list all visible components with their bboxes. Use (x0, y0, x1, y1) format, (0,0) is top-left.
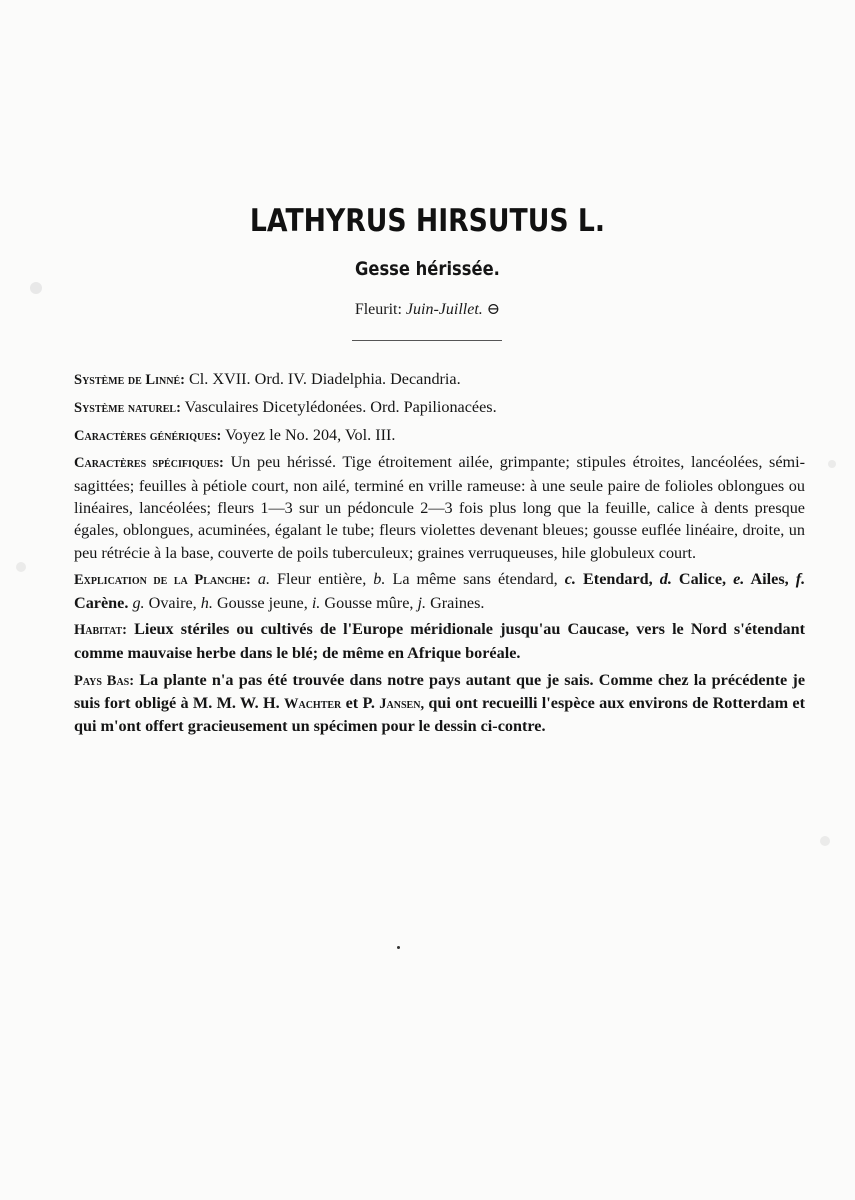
plate-item (132, 594, 196, 612)
plate-text: Graines. (430, 593, 485, 612)
section-label: Caractères spécifiques: (74, 455, 224, 472)
plate-text: Fleur entière, (277, 570, 367, 589)
section-label: Système naturel: (74, 399, 181, 416)
section-text: Un peu hérissé. Tige étroitement ailée, grimpante; stipules étroites, lancéolées, sémi-sagittées; feuilles à pétiole court, non ailé, terminé en vrille rameuse: à une seule paire de folioles oblongues ou linéaires, lancéolées; fleurs 1—3 sur un pédoncule 2—3 fois plus long que la feuille, calice à dents presque égales, oblongues, acuminées, égalant le tube; fleurs violettes devenant bleues; gousse euflée linéaire, droite, un peu rétrécie à la base, couverte de poils tuberculeux; graines verruqueuses, hile globuleux court. (74, 453, 806, 562)
plate-letter: i. (311, 593, 321, 612)
section-text: Lieux stériles ou cultivés de l'Europe méridionale jusqu'au Caucase, vers le Nord s'étendant comme mauvaise herbe dans le blé; de même en Afrique boréale. (74, 620, 805, 662)
plate-text: Calice, (678, 570, 727, 589)
plate-letter: f. (795, 570, 806, 589)
person-name: Jansen, (379, 695, 425, 712)
plate-letter: j. (417, 593, 427, 612)
plate-item (312, 594, 414, 612)
section-label: Habitat: (74, 622, 127, 639)
description-body (74, 368, 805, 742)
plate-item (565, 570, 653, 588)
plate-text: Ovaire, (148, 593, 197, 612)
plate-text: Carène. (74, 593, 129, 612)
plate-letter: a. (257, 570, 270, 589)
section-label: Système de Linné: (74, 372, 185, 388)
section-generiques (74, 424, 805, 447)
person-name: Wachter (283, 695, 342, 712)
plate-letter: e. (733, 570, 745, 589)
scan-speck (30, 282, 42, 294)
scan-speck (820, 836, 830, 846)
plate-text: Ailes, (750, 570, 789, 589)
section-linne (74, 368, 805, 391)
section-label: Explication de la Planche: (74, 572, 251, 589)
plate-letter: d. (659, 570, 672, 589)
bloom-period: Juin-Juillet. (405, 301, 483, 318)
bloom-symbol: ⊖ (486, 301, 501, 318)
plate-item (417, 594, 484, 612)
plate-letter: c. (564, 570, 576, 589)
section-pays-bas (74, 669, 805, 738)
section-habitat (74, 618, 805, 664)
plate-item (660, 570, 726, 588)
bloom-label: Fleurit: (354, 301, 402, 318)
page-subtitle: Gesse hérissée. (354, 258, 500, 280)
section-text: Vasculaires Dicetylédonées. Ord. Papilionacées. (184, 397, 497, 416)
plate-text: Gousse mûre, (324, 593, 414, 612)
section-explication (74, 568, 805, 614)
plate-item (733, 570, 789, 588)
scan-speck (397, 946, 400, 949)
section-text: et P. (345, 693, 375, 712)
section-text: La plante n'a pas été trouvée dans notre pays autant que je sais. Comme chez la précédente je suis fort obligé à M. M. W. H. (74, 670, 805, 712)
section-label: Caractères génériques: (74, 427, 222, 444)
bloom-line (0, 299, 855, 319)
plate-item (201, 594, 308, 612)
plate-letter: h. (200, 593, 213, 612)
plate-text: Etendard, (583, 570, 653, 589)
plate-item (373, 570, 557, 588)
section-naturel (74, 396, 805, 419)
section-text: Voyez le No. 204, Vol. III. (225, 425, 396, 444)
page-title: LATHYRUS HIRSUTUS L. (249, 203, 605, 239)
plate-text: La même sans étendard, (392, 570, 558, 589)
scan-speck (828, 460, 836, 468)
scan-speck (16, 562, 26, 572)
section-text: qui ont recueilli l'espèce aux environs de Rotterdam et qui m'ont offert gracieusement un spécimen pour le dessin ci-contre. (74, 693, 806, 736)
plate-text: Gousse jeune, (216, 593, 308, 612)
divider (352, 340, 502, 341)
plate-letter: g. (132, 593, 145, 612)
plate-item (258, 570, 366, 588)
section-specifiques (74, 451, 805, 563)
plate-letter: b. (373, 570, 386, 589)
section-label: Pays Bas: (74, 672, 135, 689)
section-text: Cl. XVII. Ord. IV. Diadelphia. Decandria. (189, 370, 461, 388)
